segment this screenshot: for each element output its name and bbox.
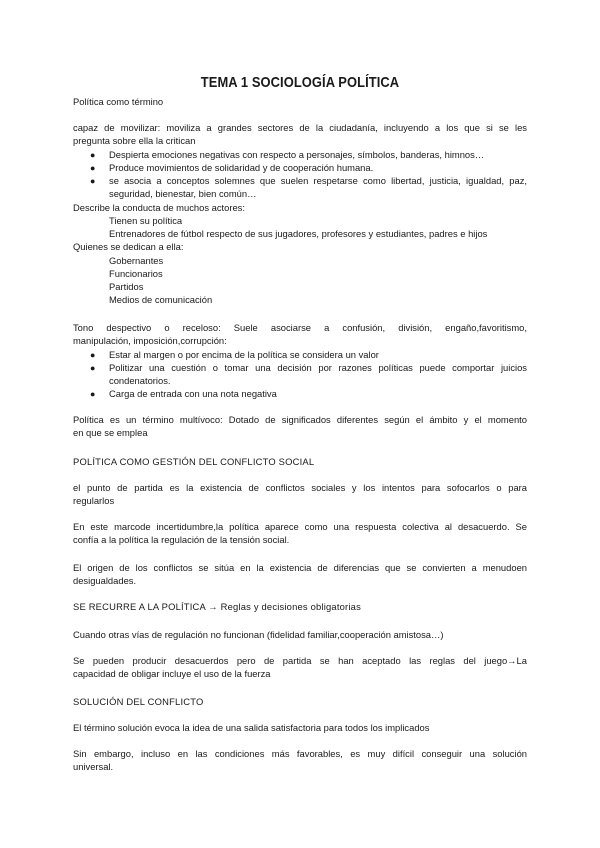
actores-item: Entrenadores de fútbol respecto de sus jugadores, profesores y estudiantes, padres e hijos (109, 228, 488, 239)
bullet-item: Despierta emociones negativas con respecto a personajes, símbolos, banderas, himnos… (109, 149, 485, 160)
paragraph-line: regularlos (73, 495, 115, 506)
paragraph-line: En este marcode incertidumbre,la política aparece como una respuesta colectiva al desacuerdo. Se (73, 521, 527, 532)
bullet-item: Carga de entrada con una nota negativa (109, 388, 277, 399)
bullet-item: Estar al margen o por encima de la política se considera un valor (109, 349, 379, 360)
paragraph-line: capaz de movilizar: moviliza a grandes sectores de la ciudadanía, incluyendo a los que si se les (73, 122, 527, 133)
quienes-item: Medios de comunicación (109, 294, 213, 305)
bullet-item: Produce movimientos de solidaridad y de cooperación humana. (109, 162, 374, 173)
paragraph-line: pregunta sobre ella la critican (73, 135, 196, 146)
bullet-dot-icon: ● (90, 350, 96, 360)
quienes-item: Funcionarios (109, 268, 163, 279)
paragraph-line: manipulación, imposición,corrupción: (73, 335, 227, 346)
bullet-item: se asocia a conceptos solemnes que suelen respetarse como libertad, justicia, igualdad, paz, (109, 175, 527, 186)
quienes-item: Partidos (109, 281, 144, 292)
bullet-item-continuation: seguridad, bienestar, bien común… (109, 188, 257, 199)
paragraph-line: Política es un término multívoco: Dotado de significados diferentes según el ámbito y el momento (73, 414, 527, 425)
paragraph-line: capacidad de obligar incluye el uso de la fuerza (73, 668, 271, 679)
bullet-item: Politizar una cuestión o tomar una decisión por razones políticas puede comportar juicios (109, 362, 527, 373)
bullet-dot-icon: ● (90, 163, 96, 173)
bullet-dot-icon: ● (90, 389, 96, 399)
bullet-item-continuation: condenatorios. (109, 375, 171, 386)
paragraph-line: confía a la política la regulación de la tensión social. (73, 534, 290, 545)
quienes-item: Gobernantes (109, 255, 164, 266)
bullet-dot-icon: ● (90, 176, 96, 186)
paragraph-line: el punto de partida es la existencia de conflictos sociales y los intentos para sofocarlos o para (73, 482, 527, 493)
paragraph-line: Se pueden producir desacuerdos pero de partida se han aceptado las reglas del juego→La (73, 655, 527, 666)
actores-item: Tienen su política (109, 215, 183, 226)
actores-label: Describe la conducta de muchos actores: (73, 202, 245, 213)
paragraph-line: El origen de los conflictos se sitúa en la existencia de diferencias que se convierten a menudoen (73, 562, 527, 573)
paragraph-line: El término solución evoca la idea de una salida satisfactoria para todos los implicados (73, 722, 430, 733)
paragraph-line: Cuando otras vías de regulación no funcionan (fidelidad familiar,cooperación amistosa…) (73, 629, 444, 640)
section-label: Política como término (73, 96, 164, 107)
paragraph-line: universal. (73, 761, 114, 772)
page-title: TEMA 1 SOCIOLOGÍA POLÍTICA (200, 74, 400, 91)
bullet-dot-icon: ● (90, 363, 96, 373)
paragraph-line: en que se emplea (73, 427, 148, 438)
paragraph-line: desigualdades. (73, 575, 137, 586)
section-heading: SOLUCIÓN DEL CONFLICTO (73, 696, 204, 707)
paragraph-line: Tono despectivo o receloso: Suele asociarse a confusión, división, engaño,favoritismo, (73, 322, 527, 333)
section-heading: POLÍTICA COMO GESTIÓN DEL CONFLICTO SOCIAL (73, 456, 315, 467)
recurre-line: SE RECURRE A LA POLÍTICA → Reglas y decisiones obligatorias (73, 601, 361, 612)
paragraph-line: Sin embargo, incluso en las condiciones más favorables, es muy difícil conseguir una solución (73, 748, 527, 759)
bullet-dot-icon: ● (90, 150, 96, 160)
quienes-label: Quienes se dedican a ella: (73, 241, 184, 252)
